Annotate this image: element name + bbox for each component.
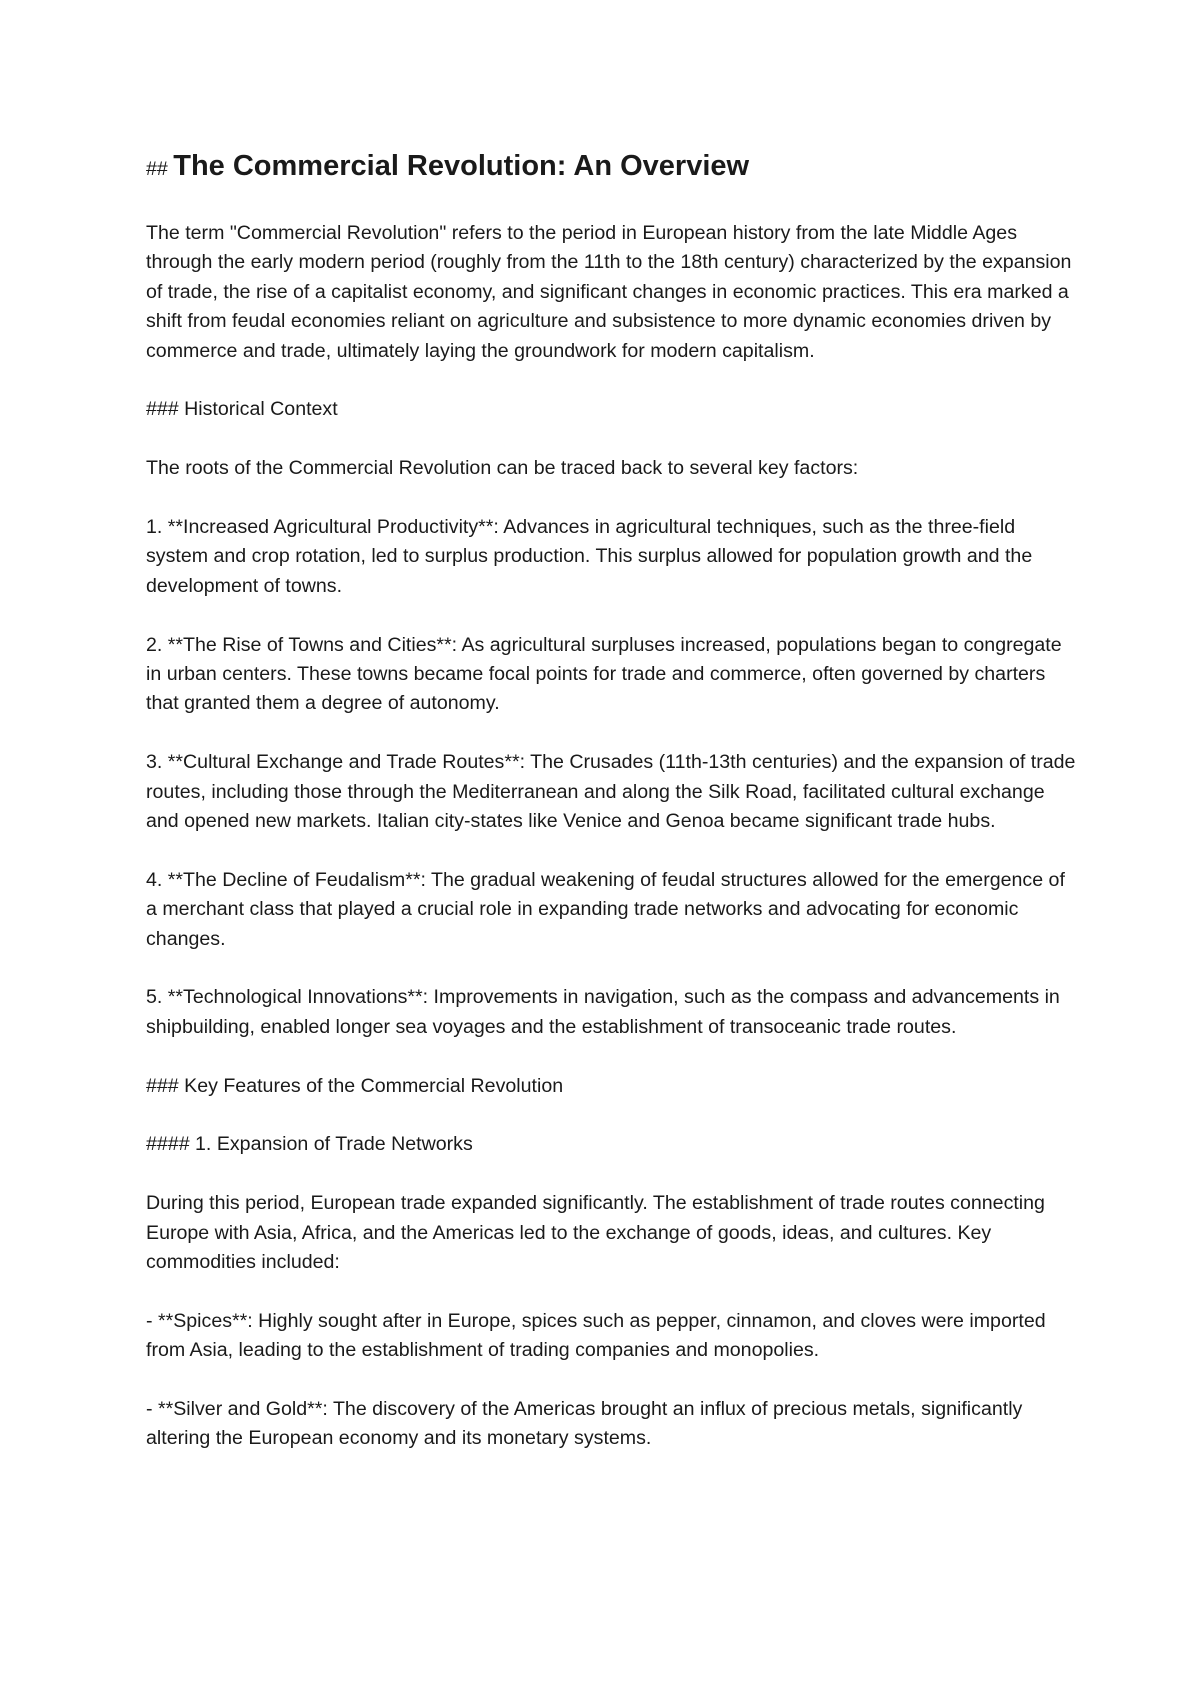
title-text: The Commercial Revolution: An Overview bbox=[173, 150, 750, 182]
section-heading-historical-context: ### Historical Context bbox=[146, 398, 338, 421]
commodity-item: - **Silver and Gold**: The discovery of the Americas brought an influx of precious metals, significantly altering the European economy and its monetary systems. bbox=[146, 1398, 1023, 1450]
key-features-lead: During this period, European trade expanded significantly. The establishment of trade routes connecting Europe with Asia, Africa, and the Americas led to the exchange of goods, ideas, and cultures. Key commodities included: bbox=[146, 1192, 1045, 1274]
factor-paragraph: 1. **Increased Agricultural Productivity**: Advances in agricultural techniques, such as the three-field system and crop rotation, led to surplus production. This surplus allowed for population growth and the development of towns. bbox=[146, 516, 1033, 597]
historical-context-lead: The roots of the Commercial Revolution can be traced back to several key factors: bbox=[146, 457, 859, 480]
section-heading-key-features: ### Key Features of the Commercial Revolution bbox=[146, 1074, 564, 1097]
document-page bbox=[146, 146, 1076, 1483]
factor-paragraph: 3. **Cultural Exchange and Trade Routes**: The Crusades (11th-13th centuries) and the expansion of trade routes, including those through the Mediterranean and along the Silk Road, facilitated cultural exchange and opened new markets. Italian city-states like Venice and Genoa became significant trade hubs. bbox=[146, 751, 1076, 833]
title-markdown-prefix: ## bbox=[146, 158, 168, 180]
subsection-heading-expansion: #### 1. Expansion of Trade Networks bbox=[146, 1133, 473, 1156]
factor-paragraph: 4. **The Decline of Feudalism**: The gradual weakening of feudal structures allowed for the emergence of a merchant class that played a crucial role in expanding trade networks and advocating for economic changes. bbox=[146, 868, 1065, 950]
commodity-item: - **Spices**: Highly sought after in Europe, spices such as pepper, cinnamon, and cloves were imported from Asia, leading to the establishment of trading companies and monopolies. bbox=[146, 1309, 1046, 1362]
factor-paragraph: 2. **The Rise of Towns and Cities**: As agricultural surpluses increased, populations began to congregate in urban centers. These towns became focal points for trade and commerce, often governed by charters that granted them a degree of autonomy. bbox=[146, 633, 1062, 715]
intro-paragraph: The term "Commercial Revolution" refers to the period in European history from the late Middle Ages through the early modern period (roughly from the 11th to the 18th century) characterized by the expansion of trade, the rise of a capitalist economy, and significant changes in economic practices. This era marked a shift from feudal economies reliant on agriculture and subsistence to more dynamic economies driven by commerce and trade, ultimately laying the groundwork for modern capitalism. bbox=[146, 222, 1072, 362]
document-title bbox=[146, 146, 1076, 189]
factor-paragraph: 5. **Technological Innovations**: Improvements in navigation, such as the compass and advancements in shipbuilding, enabled longer sea voyages and the establishment of transoceanic trade routes. bbox=[146, 986, 1060, 1038]
